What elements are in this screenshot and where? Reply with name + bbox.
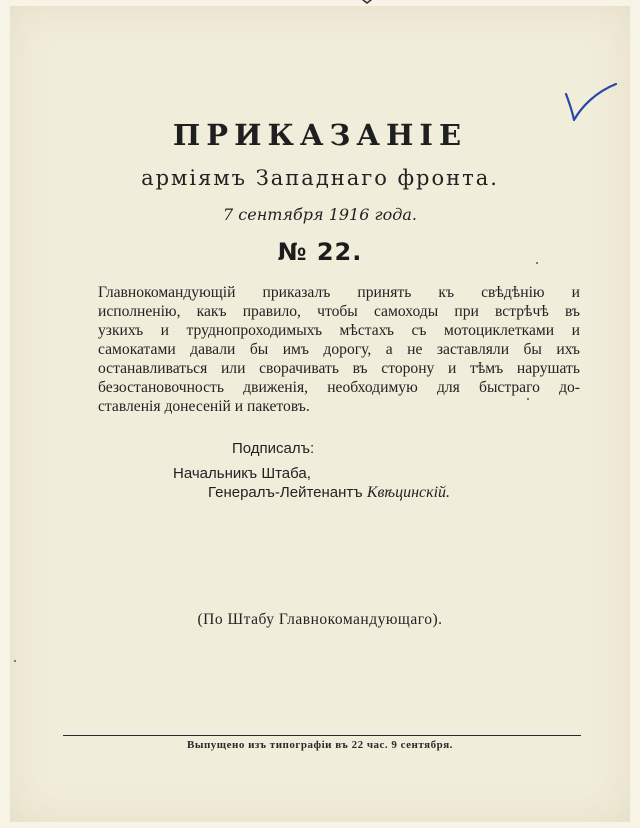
document-subtitle: арміямъ Западнаго фронта. [141,166,499,190]
order-body-line: ставленія донесеній и пакетовъ. [98,398,310,415]
signatory-rank: Генералъ-Лейтенантъ [208,484,363,501]
document-title: ПРИКАЗАНІЕ [172,118,468,152]
signatory-name: Квѣцинскій. [366,484,451,501]
signed-label: Подписалъ: [232,440,315,457]
staff-note: (По Штабу Главнокомандующаго). [197,611,443,628]
paper-speck [14,660,16,662]
paper-speck [536,262,538,264]
document-date: 7 сентября 1916 года. [223,205,417,224]
order-body-line: самокатами давали бы имъ дорогу, а не заставляли бы ихъ [98,341,580,358]
signatory-position: Начальникъ Штаба, [173,465,311,482]
order-body-line: исполненію, какъ правило, чтобы самоходы при встрѣчѣ въ [98,303,580,320]
paper-speck [527,398,529,400]
order-body-line: узкихъ и труднопроходимыхъ мѣстахъ съ мотоциклетками и [98,322,580,339]
top-edge-mark-icon [356,0,378,6]
signatory-rank-line [208,484,450,502]
order-body [98,283,580,416]
footer-divider [63,735,581,736]
print-footer: Выпущено изъ типографіи въ 22 час. 9 сентября. [187,739,453,751]
order-body-line: Главнокомандующій приказалъ принять къ свѣдѣнію и [98,284,580,301]
order-body-line: безостановочность движенія, необходимую для быстраго до- [98,379,580,396]
document-number: № 22. [277,238,363,266]
order-body-line: останавливаться или сворачивать въ сторону и тѣмъ нарушать [98,360,580,377]
